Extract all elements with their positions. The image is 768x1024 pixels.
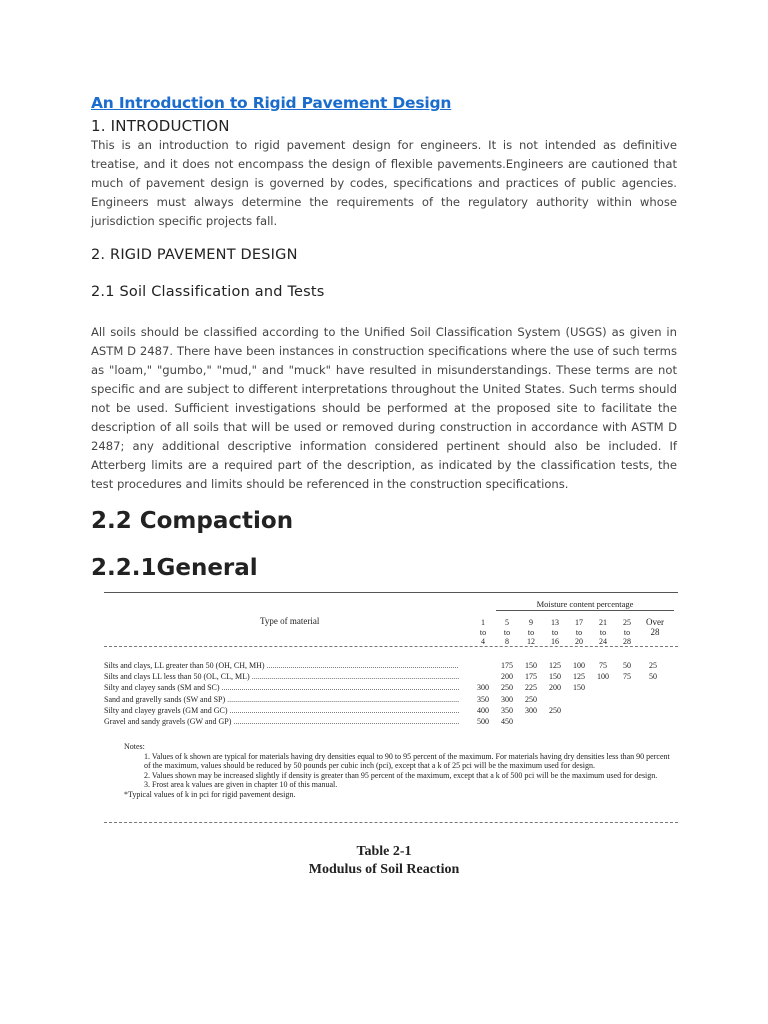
header-rule bbox=[104, 646, 678, 647]
k-value-cell: 150 bbox=[525, 661, 537, 670]
section-1-heading: 1. INTRODUCTION bbox=[91, 117, 230, 135]
moisture-column-label: 12 bbox=[527, 637, 535, 646]
moisture-column-label: 4 bbox=[481, 637, 485, 646]
moisture-column-label: to bbox=[479, 627, 487, 637]
moisture-column-label: 9 bbox=[529, 618, 533, 627]
moisture-header: Moisture content percentage bbox=[536, 599, 634, 609]
note-4: *Typical values of k in pci for rigid pavement design. bbox=[124, 789, 296, 799]
moisture-column-label: Over bbox=[646, 617, 664, 627]
k-value-cell: 175 bbox=[525, 672, 537, 682]
table-caption-title: Modulus of Soil Reaction bbox=[308, 862, 460, 877]
table-notes bbox=[104, 742, 678, 799]
section-2-1-heading: 2.1 Soil Classification and Tests bbox=[91, 284, 325, 300]
moisture-column-header bbox=[546, 618, 564, 647]
k-value-cell: 50 bbox=[649, 672, 657, 682]
soil-reaction-table bbox=[104, 584, 678, 824]
moisture-column-label: to bbox=[503, 627, 511, 637]
k-value-cell: 50 bbox=[623, 661, 631, 670]
k-value-cell: 225 bbox=[525, 683, 537, 693]
k-value-cell: 300 bbox=[501, 694, 513, 704]
k-value-cell: 175 bbox=[501, 661, 513, 670]
moisture-column-label: 24 bbox=[599, 637, 607, 646]
k-value-cell: 250 bbox=[501, 683, 513, 693]
moisture-column-header bbox=[618, 618, 636, 647]
moisture-column-label: to bbox=[527, 627, 535, 637]
table-row bbox=[104, 705, 678, 716]
moisture-column-label: 5 bbox=[505, 618, 509, 627]
moisture-column-label: to bbox=[551, 627, 559, 637]
k-value-cell: 400 bbox=[477, 705, 489, 715]
material-name: Gravel and sandy gravels (GW and GP) ..... bbox=[104, 716, 459, 727]
moisture-column-label: 17 bbox=[575, 618, 583, 627]
moisture-column-label: to bbox=[599, 627, 607, 637]
k-value-cell: 450 bbox=[501, 717, 513, 726]
moisture-column-header bbox=[498, 618, 516, 647]
k-value-cell: 250 bbox=[549, 705, 561, 715]
k-value-cell: 100 bbox=[573, 661, 585, 670]
table-row bbox=[104, 671, 678, 682]
k-value-cell: 150 bbox=[549, 672, 561, 682]
section-1-paragraph: This is an introduction to rigid pavement design for engineers. It is not intended as definitive treatise, and it does not encompass the design of flexible pavements.Engineers are cautioned that much of pavement design is governed by codes, specifications and practices of public agencies. Engineers must always determine the requirements of the regulatory authority within whose jurisdiction specific projects fall. bbox=[91, 138, 677, 228]
section-2-2-1-heading: 2.2.1General bbox=[91, 555, 258, 581]
section-2-1-paragraph: All soils should be classified according to the Unified Soil Classification System (USGS) as given in ASTM D 2487. There have been instances in construction specifications where the use of such terms as "loam," "gumbo," "mud," and "muck" have resulted in misunderstandings. These terms are not specific and are subject to different interpretations throughout the United States. Such terms should not be used. Sufficient investigations should be performed at the proposed site to facilitate the description of all soils that will be used or removed during construction in accordance with ASTM D 2487; any additional descriptive information considered pertinent should also be included. If Atterberg limits are a required part of the description, as indicated by the classification tests, the test procedures and limits should be referenced in the construction specifications. bbox=[91, 325, 677, 491]
moisture-column-label: 8 bbox=[505, 637, 509, 646]
k-value-cell: 125 bbox=[573, 672, 585, 682]
type-of-material-header: Type of material bbox=[260, 616, 320, 626]
k-value-cell: 200 bbox=[549, 683, 561, 693]
moisture-column-label: to bbox=[575, 627, 583, 637]
moisture-header-rule bbox=[496, 610, 674, 611]
moisture-column-label: 20 bbox=[575, 637, 583, 646]
material-name: Silts and clays, LL greater than 50 (OH, CH, MH) ..... bbox=[104, 660, 459, 671]
material-name: Silty and clayey gravels (GM and GC) ..... bbox=[104, 705, 459, 716]
material-name: Silty and clayey sands (SM and SC) ..... bbox=[104, 682, 459, 693]
moisture-column-label: 28 bbox=[623, 637, 631, 646]
k-value-cell: 250 bbox=[525, 694, 537, 704]
k-value-cell: 150 bbox=[573, 683, 585, 693]
moisture-column-header bbox=[642, 618, 668, 647]
section-2-2-heading: 2.2 Compaction bbox=[91, 508, 294, 534]
table-row bbox=[104, 660, 678, 671]
moisture-column-header bbox=[594, 618, 612, 647]
table-row bbox=[104, 694, 678, 705]
k-value-cell: 300 bbox=[477, 683, 489, 693]
k-value-cell: 300 bbox=[525, 705, 537, 715]
k-value-cell: 200 bbox=[501, 672, 513, 682]
moisture-column-header bbox=[474, 618, 492, 647]
note-3: 3. Frost area k values are given in chapter 10 of this manual. bbox=[144, 780, 338, 789]
k-value-cell: 500 bbox=[477, 717, 489, 726]
note-1: 1. Values of k shown are typical for materials having dry densities equal to 90 to 95 percent of the maximum. For materials having dry densities less than 90 percent of the maximum, values should be reduced by 50 pounds per cubic inch (pci), except that a k of 25 pci will be the maximum used for design. bbox=[144, 751, 670, 770]
table-top-rule bbox=[104, 592, 678, 593]
notes-title: Notes: bbox=[124, 742, 145, 751]
moisture-column-label: to bbox=[623, 627, 631, 637]
moisture-column-header bbox=[570, 618, 588, 647]
k-value-cell: 125 bbox=[549, 661, 561, 670]
moisture-column-label: 13 bbox=[551, 618, 559, 627]
note-2: 2. Values shown may be increased slightly if density is greater than 95 percent of the maximum, except that a k of 500 pci will be the maximum used for design. bbox=[144, 770, 658, 780]
k-value-cell: 100 bbox=[597, 672, 609, 682]
moisture-column-label: 28 bbox=[650, 626, 660, 637]
material-name: Sand and gravelly sands (SW and SP) ..... bbox=[104, 694, 459, 705]
k-value-cell: 350 bbox=[501, 705, 513, 715]
moisture-column-label: 25 bbox=[623, 618, 631, 627]
k-value-cell: 350 bbox=[477, 694, 489, 704]
table-row bbox=[104, 682, 678, 693]
moisture-column-label: 1 bbox=[481, 618, 485, 627]
table-bottom-rule bbox=[104, 822, 678, 823]
moisture-column-label bbox=[642, 637, 668, 647]
k-value-cell: 75 bbox=[599, 661, 607, 670]
table-caption-label: Table 2-1 bbox=[356, 844, 412, 859]
section-2-heading: 2. RIGID PAVEMENT DESIGN bbox=[91, 247, 298, 263]
moisture-column-label: 21 bbox=[599, 618, 607, 627]
moisture-column-header bbox=[522, 618, 540, 647]
document-title[interactable]: An Introduction to Rigid Pavement Design bbox=[91, 94, 452, 112]
k-value-cell: 75 bbox=[623, 672, 631, 682]
moisture-column-label: 16 bbox=[551, 637, 559, 646]
table-row bbox=[104, 716, 678, 727]
material-name: Silts and clays LL less than 50 (OL, CL, ML) ..... bbox=[104, 671, 459, 682]
k-value-cell: 25 bbox=[649, 661, 657, 670]
